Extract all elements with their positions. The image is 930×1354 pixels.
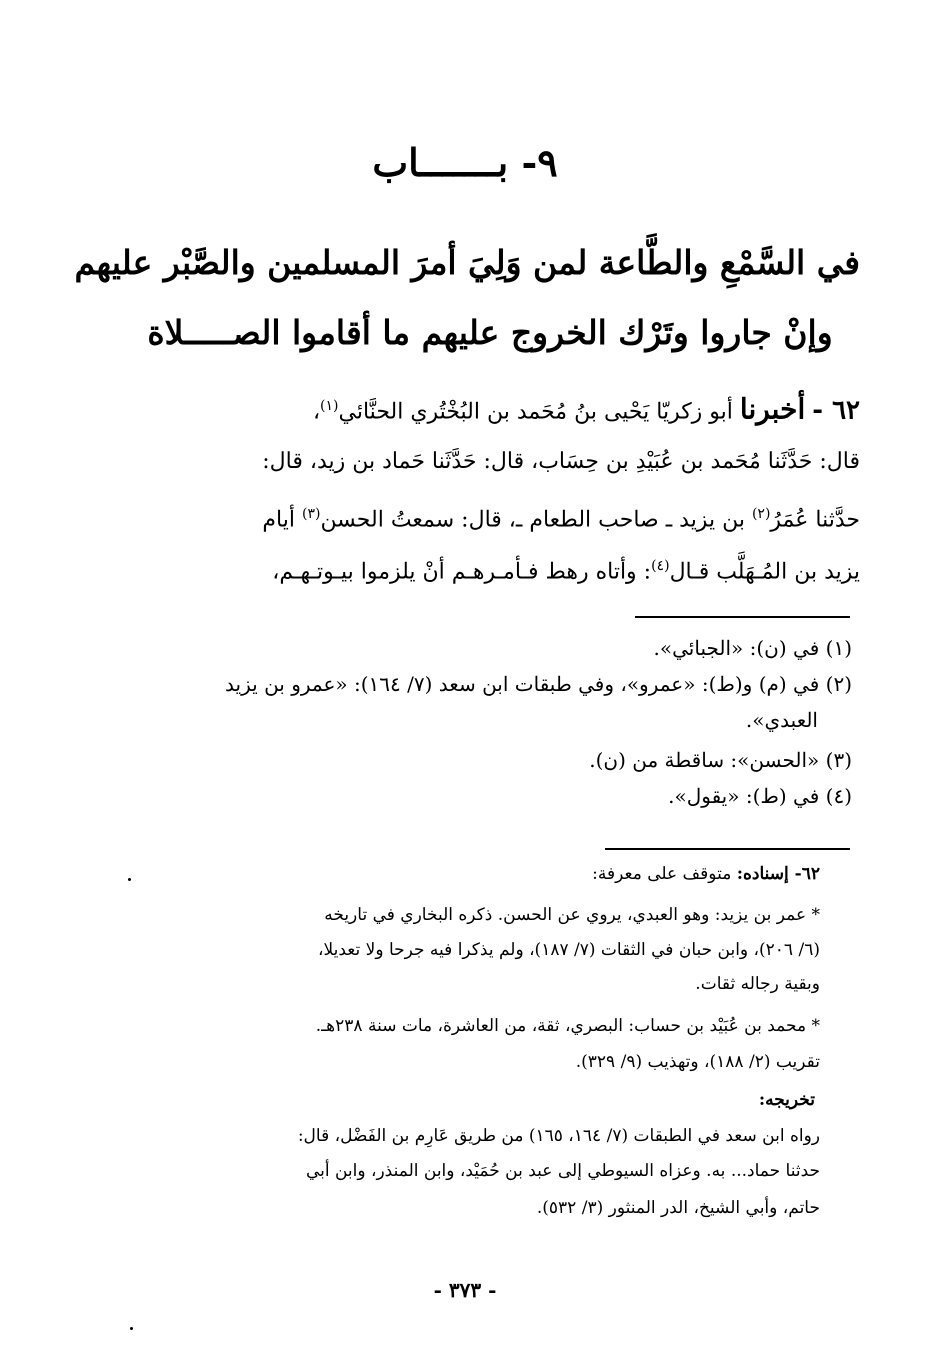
narrator-2-line-2: تقريب (٢/ ١٨٨)، وتهذيب (٩/ ٣٢٩). <box>575 1052 820 1072</box>
chapter-title-line-2: وإنْ جاروا وتَرْك الخروج عليهم ما أقاموا الصـــــلاة <box>147 313 833 352</box>
takhrij-line-2: حدثنا حماد... به. وعزاه السيوطي إلى عبد بن حُمَيْد، وابن المنذر، وابن أبي <box>305 1161 820 1181</box>
commentary-separator <box>605 848 850 850</box>
hadith-line-4-part-b: : وأتاه رهط فـأمـرهـم أنْ يلزموا بيـوتـهـم، <box>272 559 652 585</box>
takhrij-line-3: حاتم، وأبي الشيخ، الدر المنثور (٣/ ٥٣٢). <box>536 1198 820 1218</box>
footnote-ref-1: (١) <box>320 398 339 414</box>
footnote-ref-4: (٤) <box>651 558 670 574</box>
isnad-text: متوقف على معرفة: <box>592 864 732 884</box>
hadith-line-4 <box>140 540 860 598</box>
footnote-separator <box>635 616 850 618</box>
hadith-line-4-part-a: يزيد بن المُـهَلَّب قـال <box>669 559 860 585</box>
page-number: - ٣٧٣ - <box>433 1278 497 1302</box>
hadith-number: ٦٢ - <box>812 395 860 426</box>
hadith-line-1 <box>140 380 860 438</box>
narrator-1-line-1: * عمر بن يزيد: وهو العبدي، يروي عن الحسن. ذكره البخاري في تاريخه <box>324 905 820 925</box>
footnote-2: (٢) في (م) و(ط): «عمرو»، وفي طبقات ابن سعد (٧/ ١٦٤): «عمرو بن يزيد <box>225 672 852 696</box>
footnote-4: (٤) في (ط): «يقول». <box>668 784 852 808</box>
hadith-line-3-part-a: حدَّثنا عُمَرُ <box>770 507 860 533</box>
takhrij-line-1: رواه ابن سعد في الطبقات (٧/ ١٦٤، ١٦٥) من طريق عَارِم بن الفَضْل، قال: <box>297 1126 820 1146</box>
takhrij-heading: تخريجه: <box>758 1090 815 1110</box>
chapter-heading: ٩- بـــــــاب <box>372 140 558 185</box>
footnote-ref-2: (٢) <box>751 506 771 522</box>
footnote-2-continuation: العبدي». <box>745 708 818 732</box>
hadith-line-3 <box>140 488 860 546</box>
footnote-1: (١) في (ن): «الجبائي». <box>653 636 852 660</box>
scan-speck <box>130 1327 133 1330</box>
chapter-title-line-1: في السَّمْعِ والطَّاعة لمن وَلِيَ أمرَ المسلمين والصَّبْر عليهم <box>74 243 860 282</box>
footnote-3: (٣) «الحسن»: ساقطة من (ن). <box>589 748 852 772</box>
hadith-lead-word: أخبرنا <box>739 392 806 426</box>
isnad-heading: ٦٢- إسناده: <box>736 864 820 884</box>
footnote-ref-3: (٣) <box>301 506 321 522</box>
hadith-line-3-part-c: أيام <box>262 507 295 533</box>
hadith-line-1-end: ، <box>312 399 321 425</box>
hadith-line-3-part-b: بن يزيد ـ صاحب الطعام ـ، قال: سمعتُ الحسن <box>320 507 745 533</box>
narrator-1-line-2: (٦/ ٢٠٦)، وابن حبان في الثقات (٧/ ١٨٧)، ولم يذكرا فيه جرحا ولا تعديلا، <box>318 940 820 960</box>
narrator-1-line-3: وبقية رجاله ثقات. <box>695 974 820 994</box>
narrator-2-line-1: * محمد بن عُبَيْد بن حساب: البصري، ثقة، من العاشرة، مات سنة ٢٣٨هـ. <box>315 1016 820 1036</box>
hadith-line-1-text: أبو زكريّا يَحْيى بنُ مُحَمد بن البُخْتُري الحنَّائي <box>338 399 733 425</box>
hadith-line-2: قال: حَدَّثَنا مُحَمد بن عُبَيْدِ بن حِسَاب، قال: حَدَّثَنا حَماد بن زيد، قال: <box>262 449 860 474</box>
isnad-line <box>120 858 820 890</box>
scan-speck <box>128 878 131 881</box>
